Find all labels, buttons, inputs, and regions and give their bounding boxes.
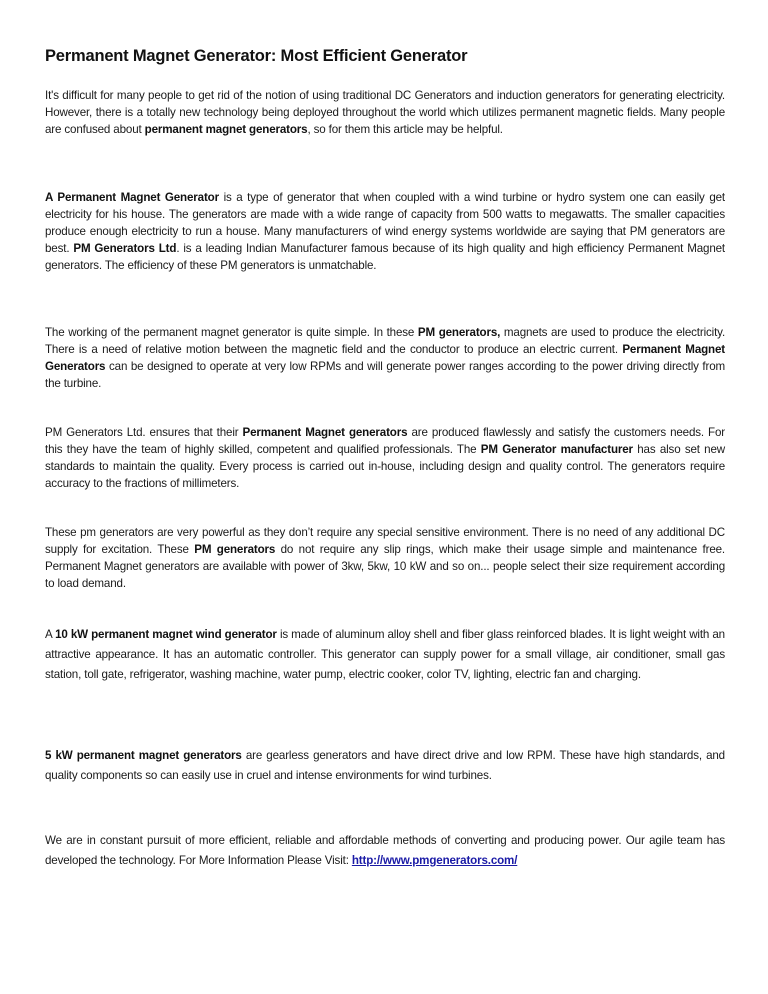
bold-phrase: Permanent Magnet generators (242, 426, 408, 439)
bold-phrase: A Permanent Magnet Generator (45, 191, 219, 204)
text-run: is made of aluminum alloy shell and fiber glass reinforced blades. It is light weight with an attractive appearance. It has an automatic controller. This generator can supply power for a small village, air conditioner, small gas station, toll gate, refrigerator, washing machine, water pump, electric cooker, color TV, lighting, electric fan and charging. (45, 628, 725, 681)
text-run: , so for them this article may be helpful. (307, 123, 503, 136)
bold-phrase: PM generators (194, 543, 276, 556)
text-run: has also set new standards to maintain the quality. Every process is carried out in-house, including design and quality control. The generators require accuracy to the fractions of millimeters. (45, 443, 725, 490)
text-run: PM Generators Ltd. ensures that their (45, 426, 243, 439)
text-run: can be designed to operate at very low RPMs and will generate power ranges according to the power driving directly from the turbine. (45, 360, 725, 390)
text-run: . is a leading Indian Manufacturer famous because of its high quality and high efficiency Permanent Magnet generators. The efficiency of these PM generators is unmatchable. (45, 242, 725, 272)
bold-phrase: PM generators, (417, 326, 501, 339)
text-run: do not require any slip rings, which make their usage simple and maintenance free. Permanent Magnet generators are available with power of 3kw, 5kw, 10 kW and so on... people select their size requirement according to load demand. (45, 543, 725, 590)
paragraph-working (45, 324, 725, 392)
text-run: A (45, 628, 56, 641)
bold-phrase: 5 kW permanent magnet generators (45, 749, 242, 762)
text-run: These pm generators are very powerful as they don’t require any special sensitive environment. There is no need of any additional DC supply for excitation. These (45, 526, 725, 556)
bold-phrase: 10 kW permanent magnet wind generator (55, 628, 277, 641)
bold-phrase: PM Generator manufacturer (480, 443, 633, 456)
paragraph-5kw (45, 746, 725, 786)
text-run: are gearless generators and have direct drive and low RPM. These have high standards, and quality components so can easily use in cruel and intense environments for wind turbines. (45, 749, 725, 782)
paragraph-quality (45, 424, 725, 492)
text-run: magnets are used to produce the electricity. There is a need of relative motion between the magnetic field and the conductor to produce an electric current. (45, 326, 726, 356)
text-run: It's difficult for many people to get rid of the notion of using traditional DC Generators and induction generators for generating electricity. However, there is a totally new technology being deployed throughout the world which utilizes permanent magnetic fields. Many people are confused about (45, 89, 725, 136)
text-run: We are in constant pursuit of more efficient, reliable and affordable methods of converting and producing power. Our agile team has developed the technology. For More Information Please Visit: (45, 834, 725, 867)
document-title: Permanent Magnet Generator: Most Efficient Generator (45, 47, 468, 65)
paragraph-contact (45, 831, 725, 871)
paragraph-features (45, 524, 725, 592)
text-run: is a type of generator that when coupled with a wind turbine or hydro system one can easily get electricity for his house. The generators are made with a wide range of capacity from 500 watts to megawatts. The smaller capacities produce enough electricity to run a house. Many manufacturers of wind energy systems worldwide are saying that PM generators are best. (45, 191, 725, 255)
paragraph-intro (45, 87, 725, 138)
paragraph-10kw (45, 625, 725, 685)
website-link[interactable]: http://www.pmgenerators.com/ (351, 854, 518, 867)
bold-phrase: permanent magnet generators (144, 123, 308, 136)
text-run: The working of the permanent magnet generator is quite simple. In these (45, 326, 418, 339)
text-run: are produced flawlessly and satisfy the customers needs. For this they have the team of highly skilled, competent and qualified professionals. The (45, 426, 725, 456)
bold-phrase: PM Generators Ltd (73, 242, 177, 255)
paragraph-definition (45, 189, 725, 274)
bold-phrase: Permanent Magnet Generators (45, 343, 725, 373)
